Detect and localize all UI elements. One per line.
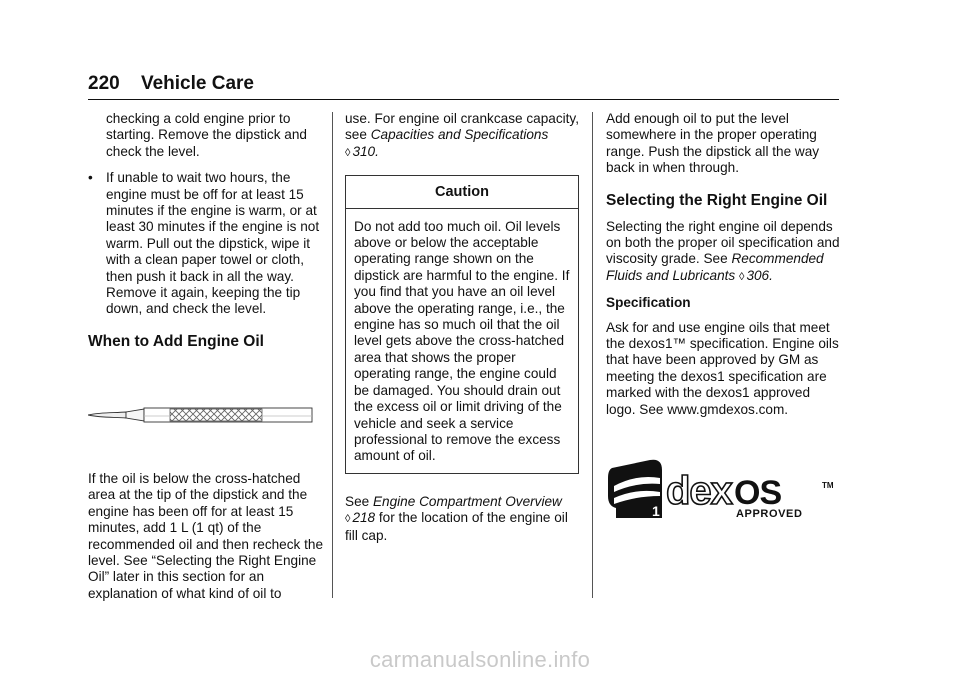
page-reference-icon: ◊	[739, 270, 745, 283]
continued-paragraph: checking a cold engine prior to starting. Remove the dipstick and check the level.	[106, 111, 307, 159]
see-prefix: See	[345, 493, 370, 509]
column-1	[88, 111, 324, 602]
logo-approved: APPROVED	[736, 508, 803, 520]
bullet-marker: •	[88, 170, 93, 186]
column-divider-2	[592, 112, 593, 598]
add-oil-paragraph: Add enough oil to put the level somewhere in the proper operating range. Push the dipstick all the way back in when through.	[606, 111, 820, 176]
engine-compartment-reference-link[interactable]: Engine Compartment Overview	[372, 493, 562, 509]
column-3	[606, 111, 840, 418]
selecting-oil-text: Selecting the right engine oil depends on both the proper oil specification and viscosity grade. See	[606, 218, 840, 267]
column-2	[345, 111, 579, 544]
page-header	[88, 73, 254, 95]
section-title: Vehicle Care	[140, 73, 255, 94]
bullet-item	[88, 170, 324, 318]
watermark: carmanualsonline.info	[369, 647, 591, 672]
crankcase-capacity-paragraph	[345, 111, 579, 161]
section-heading-selecting-oil: Selecting the Right Engine Oil	[606, 191, 828, 209]
engine-compartment-see-paragraph	[345, 494, 579, 544]
selecting-oil-paragraph	[606, 219, 840, 286]
engine-compartment-page-number[interactable]: 218	[352, 510, 376, 526]
caution-body: Do not add too much oil. Oil levels above or below the acceptable operating range shown on the dipstick are harmful to the engine. If you find that you have an oil level above the operating range, i.e., the engine has so much oil that the oil level gets above the cross-hatched area that shows the proper operating range, the engine could be damaged. You should drain out the excess oil or limit driving of the vehicle and seek a service professional to remove the excess amount of oil.	[354, 218, 570, 464]
section-heading-add-oil: When to Add Engine Oil	[88, 332, 264, 350]
logo-tm: TM	[822, 481, 834, 490]
dipstick-illustration-icon	[88, 351, 324, 471]
fluids-reference-link[interactable]: Recommended Fluids and Lubricants	[606, 251, 824, 283]
caution-box	[345, 175, 579, 474]
column-divider-1	[332, 112, 333, 598]
fluids-page-number[interactable]: 306.	[746, 267, 773, 283]
capacities-page-number[interactable]: 310.	[352, 143, 379, 159]
capacities-reference-link[interactable]: Capacities and Specifications	[370, 127, 549, 143]
page-reference-icon: ◊	[345, 146, 351, 159]
crankcase-text: use. For engine oil crankcase capacity, see	[345, 111, 579, 143]
paragraph-add-oil: If the oil is below the cross-hatched area at the tip of the dipstick and the engine has been off for at least 15 minutes, add 1 L (1 qt) of the recommended oil and then recheck the level. See “Selecting the Right Engine Oil” later in this section for an explanation of what kind of oil to	[88, 470, 324, 601]
bullet-text: If unable to wait two hours, the engine must be off for at least 15 minutes if the engine is warm, or at least 30 minutes if the engine is not warm. Pull out the dipstick, wipe it with a clean paper towel or cloth, then push it back in all the way. Remove it again, keeping the tip down, and check the level.	[106, 170, 320, 317]
caution-title: Caution	[346, 176, 578, 208]
dexos1-approved-logo-icon	[606, 456, 836, 528]
page-reference-icon: ◊	[345, 513, 351, 526]
header-rule	[88, 99, 839, 100]
logo-os: OS	[734, 474, 782, 512]
see-suffix: for the location of the engine oil fill cap.	[345, 510, 568, 543]
page-number: 220	[88, 73, 120, 94]
logo-dex: dex	[666, 469, 732, 513]
specification-subheading: Specification	[606, 295, 691, 311]
specification-paragraph: Ask for and use engine oils that meet the dexos1™ specification. Engine oils that have been approved by GM as meeting the dexos1 specification are marked with the dexos1 approved logo. See www.gmdexos.com.	[606, 319, 839, 417]
logo-one: 1	[652, 503, 660, 519]
